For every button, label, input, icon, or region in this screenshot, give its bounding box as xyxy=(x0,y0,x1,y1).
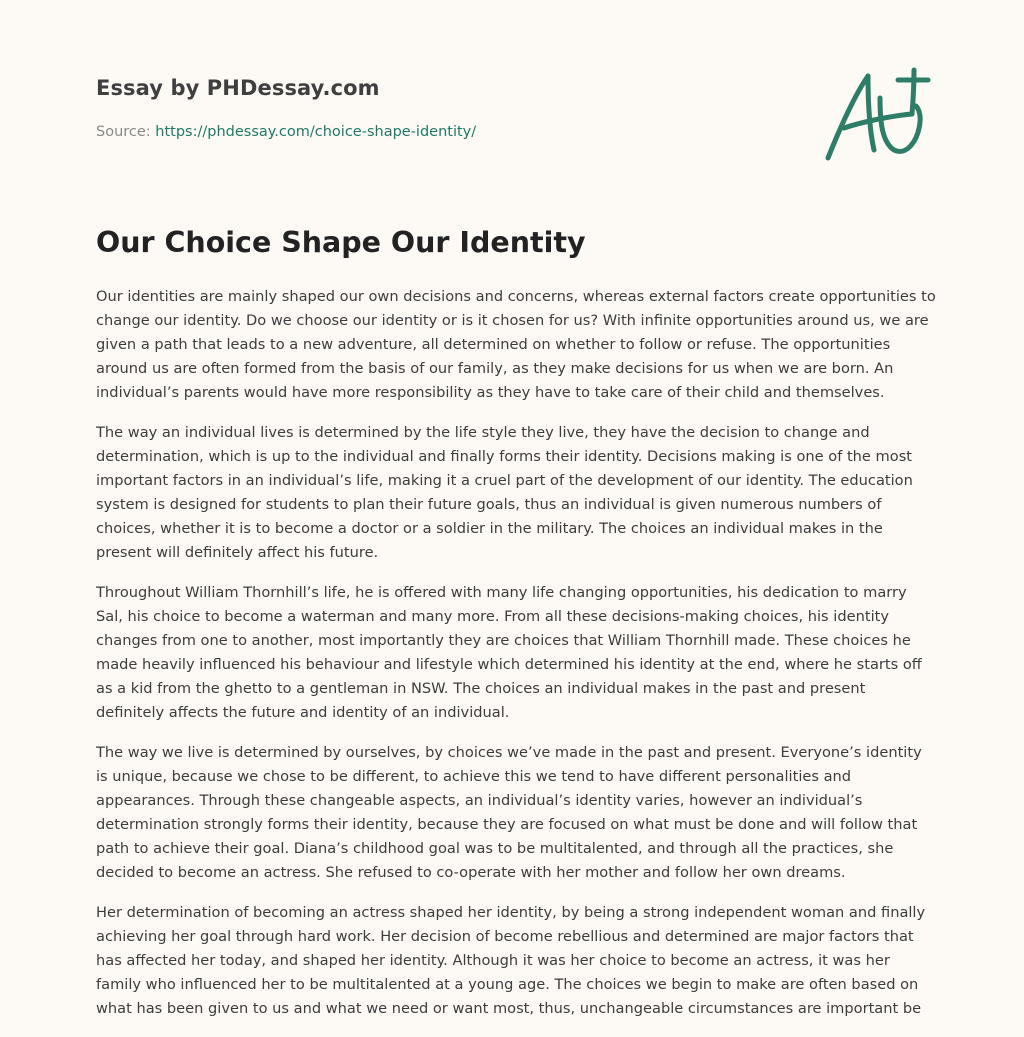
essay-paragraph: Our identities are mainly shaped our own decisions and concerns, whereas external factors create opportunities to change our identity. Do we choose our identity or is it chosen for us? With infinite opportunities around us, we are given a path that leads to a new adventure, all determined on whether to follow or refuse. The opportunities around us are often formed from the basis of our family, as they make decisions for us when we are born. An individual’s parents would have more responsibility as they have to take care of their child and themselves. xyxy=(96,288,936,401)
essay-paragraph: The way an individual lives is determined by the life style they live, they have the decision to change and determination, which is up to the individual and finally forms their identity. Decisions making is one of the most important factors in an individual’s life, making it a cruel part of the development of our identity. The education system is designed for students to plan their future goals, thus an individual is given numerous numbers of choices, whether it is to become a doctor or a soldier in the military. The choices an individual makes in the present will definitely affect his future. xyxy=(96,424,913,561)
essay-title: Our Choice Shape Our Identity xyxy=(96,226,586,259)
source-line xyxy=(96,124,476,140)
essay-paragraph: Throughout William Thornhill’s life, he is offered with many life changing opportunities, his dedication to marry Sal, his choice to become a waterman and many more. From all these decisions-making choices, his identity changes from one to another, most importantly they are choices that William Thornhill made. These choices he made heavily influenced his behaviour and lifestyle which determined his identity at the end, where he starts off as a kid from the ghetto to a gentleman in NSW. The choices an individual makes in the past and present definitely affects the future and identity of an individual. xyxy=(96,584,922,721)
essay-body xyxy=(96,285,936,1037)
source-label: Source: xyxy=(96,124,151,140)
source-link[interactable]: https://phdessay.com/choice-shape-identity/ xyxy=(155,124,477,140)
essay-paragraph: Her determination of becoming an actress shaped her identity, by being a strong independent woman and finally achieving her goal through hard work. Her decision of become rebellious and determined are major factors that has affected her today, and shaped her identity. Although it was her choice to become an actress, it was her family who influenced her to be multitalented at a young age. The choices we begin to make are often based on what has been given to us and what we need or want most, thus, unchangeable circumstances are important be xyxy=(96,904,926,1017)
a-plus-grade-icon xyxy=(816,62,936,168)
essay-paragraph: The way we live is determined by ourselves, by choices we’ve made in the past and present. Everyone’s identity is unique, because we chose to be different, to achieve this we tend to have different personalities and appearances. Through these changeable aspects, an individual’s identity varies, however an individual’s determination strongly forms their identity, because they are focused on what must be done and will follow that path to achieve their goal. Diana’s childhood goal was to be multitalented, and through all the practices, she decided to become an actress. She refused to co-operate with her mother and follow her own dreams. xyxy=(96,744,922,881)
site-brand: Essay by PHDessay.com xyxy=(96,76,380,100)
